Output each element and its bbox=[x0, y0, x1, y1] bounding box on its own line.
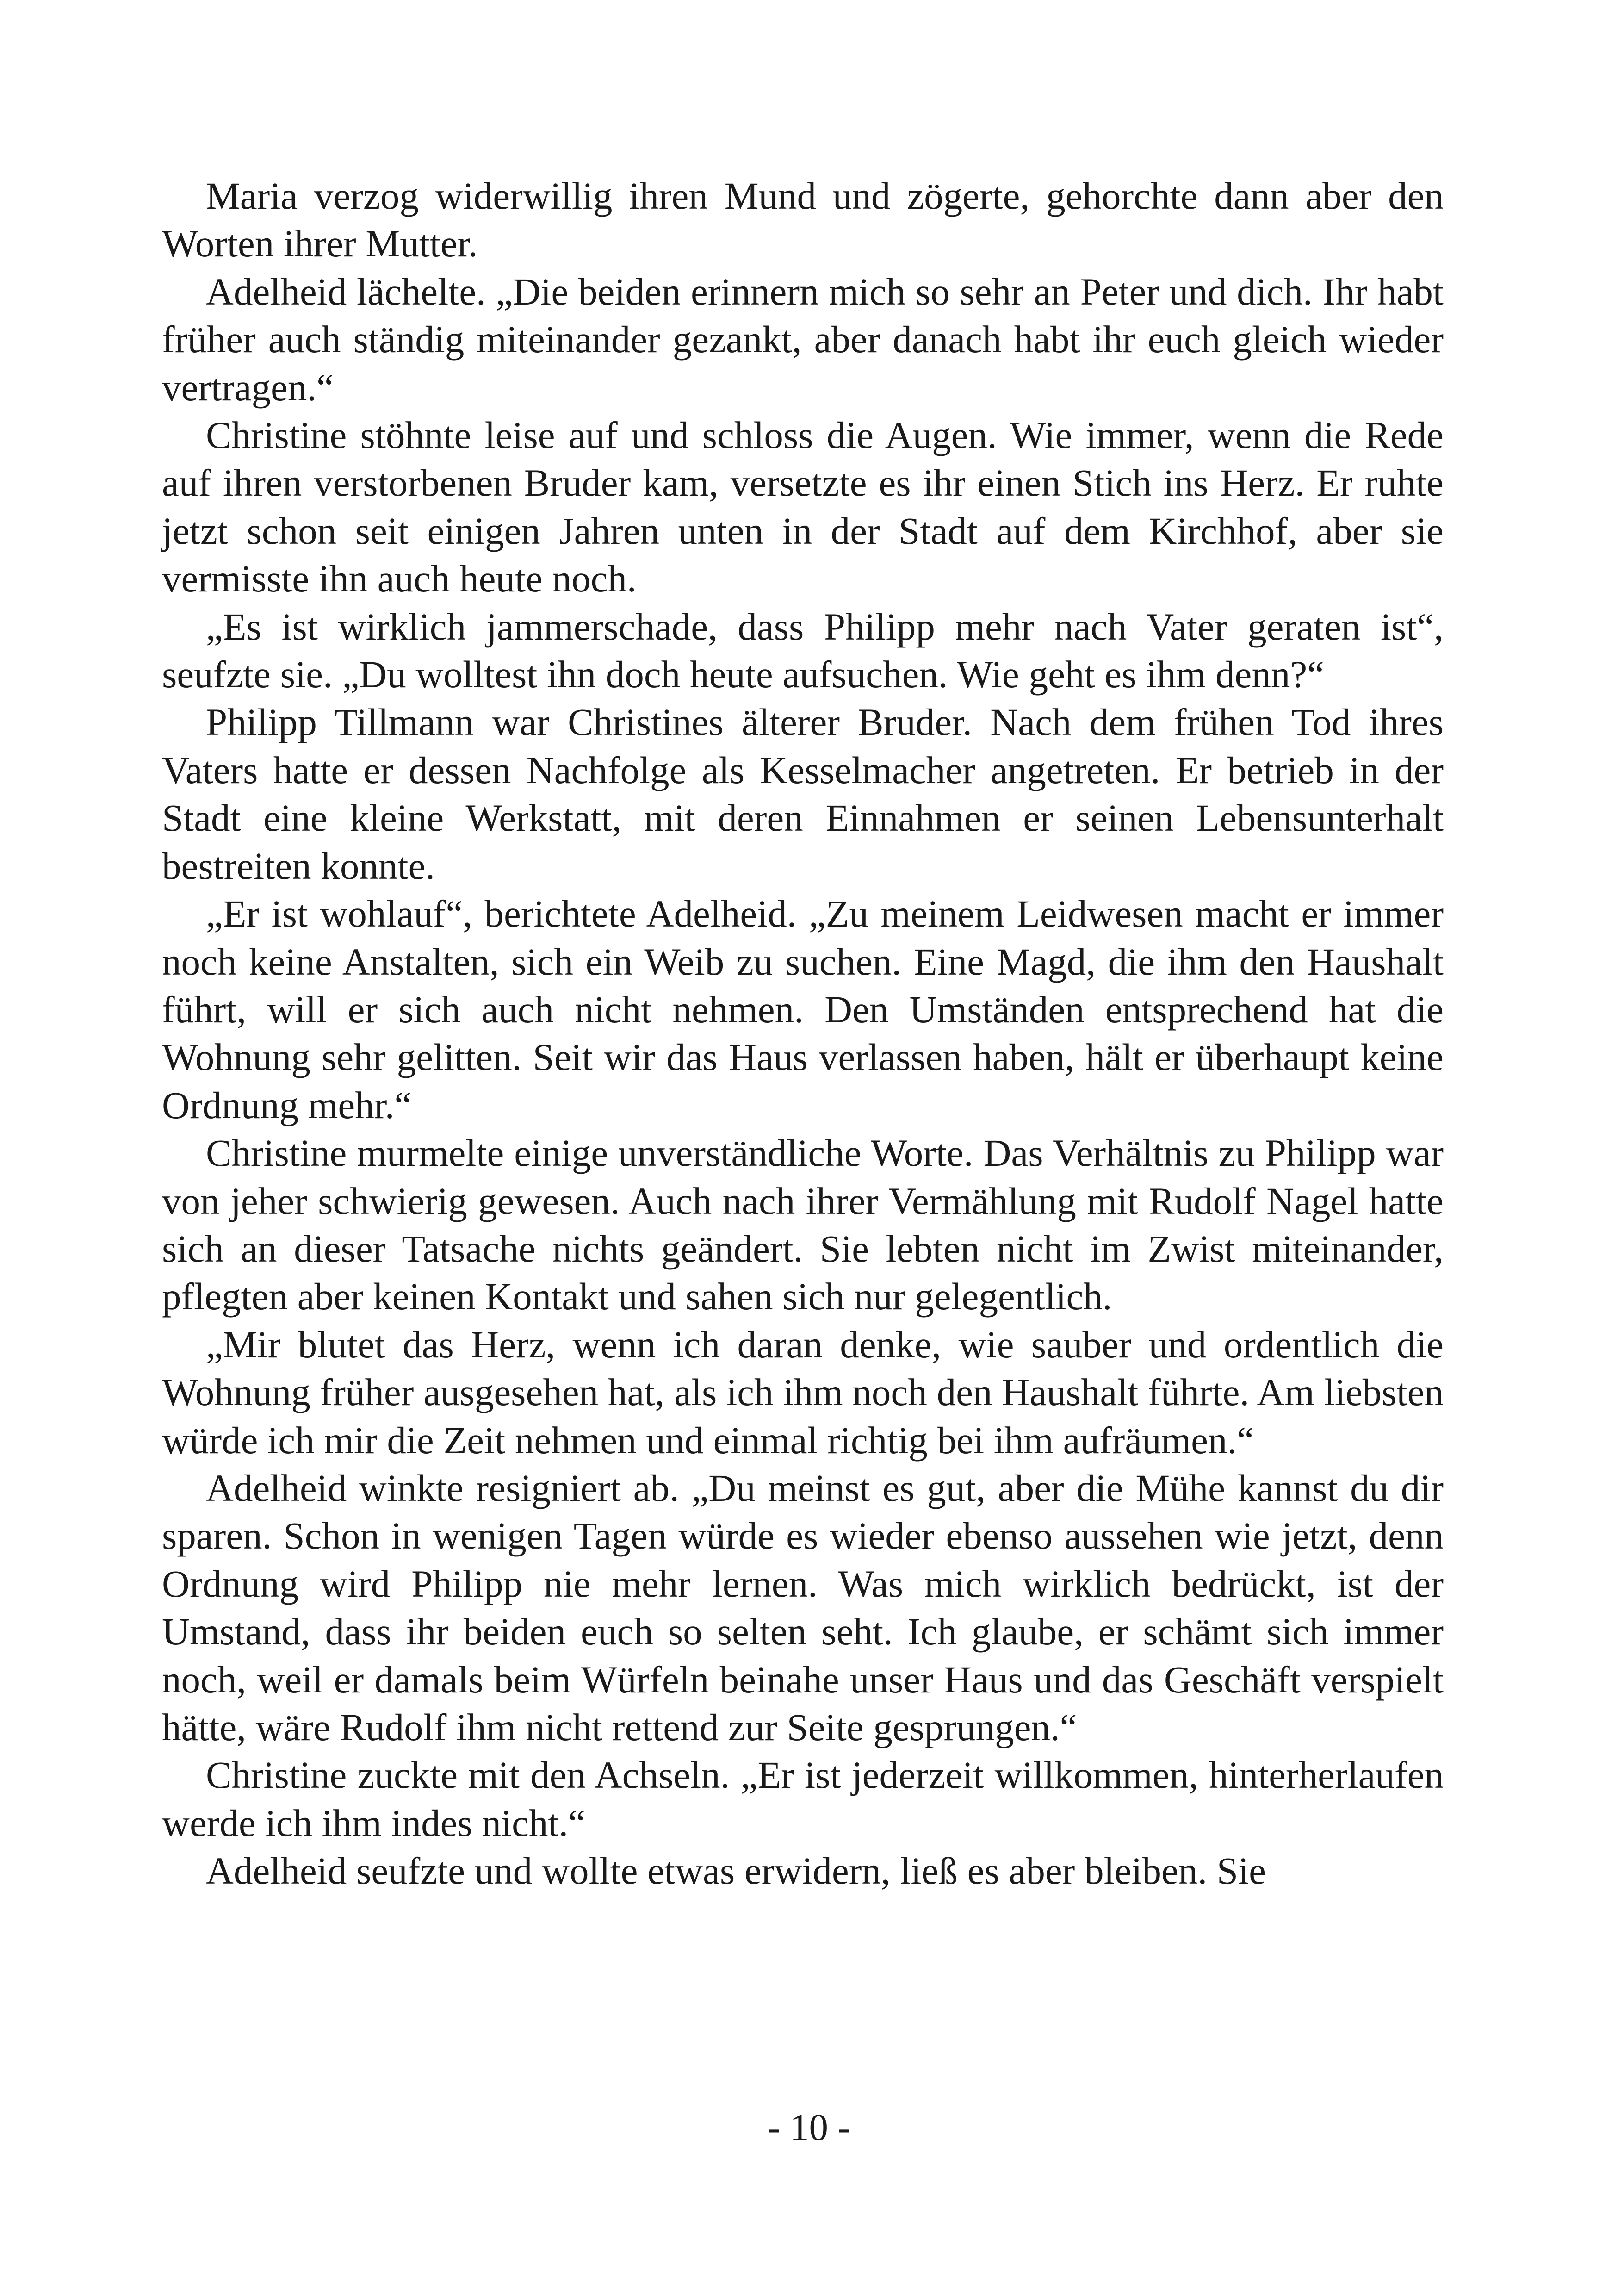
paragraph-11: Adelheid seufzte und wollte etwas erwidern, ließ es aber bleiben. Sie bbox=[206, 1849, 1266, 1892]
paragraph-4: „Es ist wirklich jammerschade, dass Philipp mehr nach Vater geraten ist“, seufzte sie. „Du wolltest ihn doch heute aufsuchen. Wie geht es ihm denn?“ bbox=[162, 605, 1444, 696]
body-text bbox=[162, 172, 1444, 1895]
page-number: - 10 - bbox=[767, 2106, 851, 2148]
paragraph-8: „Mir blutet das Herz, wenn ich daran denke, wie sauber und ordentlich die Wohnung früher ausgesehen hat, als ich ihm noch den Haushalt führte. Am liebsten würde ich mir die Zeit nehmen und einmal richtig bei ihm aufräumen.“ bbox=[162, 1323, 1444, 1462]
paragraph-2: Adelheid lächelte. „Die beiden erinnern mich so sehr an Peter und dich. Ihr habt früher auch ständig miteinander gezankt, aber danach habt ihr euch gleich wieder vertragen.“ bbox=[162, 270, 1444, 409]
paragraph-3: Christine stöhnte leise auf und schloss die Augen. Wie immer, wenn die Rede auf ihren verstorbenen Bruder kam, versetzte es ihr einen Stich ins Herz. Er ruhte jetzt schon seit einigen Jahren unten in der Stadt auf dem Kirchhof, aber sie vermisste ihn auch heute noch. bbox=[162, 414, 1444, 600]
paragraph-1: Maria verzog widerwillig ihren Mund und zögerte, gehorchte dann aber den Worten ihrer Mutter. bbox=[162, 174, 1444, 265]
paragraph-5: Philipp Tillmann war Christines älterer Bruder. Nach dem frühen Tod ihres Vaters hatte er dessen Nachfolge als Kesselmacher angetreten. Er betrieb in der Stadt eine kleine Werkstatt, mit deren Einnahmen er seinen Lebensunterhalt bestreiten konnte. bbox=[162, 701, 1444, 887]
paragraph-7: Christine murmelte einige unverständliche Worte. Das Verhältnis zu Philipp war von jeher schwierig gewesen. Auch nach ihrer Vermählung mit Rudolf Nagel hatte sich an dieser Tatsache nichts geändert. Sie lebten nicht im Zwist miteinander, pflegten aber keinen Kontakt und sahen sich nur gelegentlich. bbox=[162, 1132, 1444, 1318]
paragraph-6: „Er ist wohlauf“, berichtete Adelheid. „Zu meinem Leidwesen macht er immer noch keine Anstalten, sich ein Weib zu suchen. Eine Magd, die ihm den Haushalt führt, will er sich auch nicht nehmen. Den Umständen entsprechend hat die Wohnung sehr gelitten. Seit wir das Haus verlassen haben, hält er überhaupt keine Ordnung mehr.“ bbox=[162, 892, 1444, 1126]
paragraph-9: Adelheid winkte resigniert ab. „Du meinst es gut, aber die Mühe kannst du dir sparen. Schon in wenigen Tagen würde es wieder ebenso aussehen wie jetzt, denn Ordnung wird Philipp nie mehr lernen. Was mich wirklich bedrückt, ist der Umstand, dass ihr beiden euch so selten seht. Ich glaube, er schämt sich immer noch, weil er damals beim Würfeln beinahe unser Haus und das Geschäft verspielt hätte, wäre Rudolf ihm nicht rettend zur Seite gesprungen.“ bbox=[162, 1466, 1444, 1748]
paragraph-10: Christine zuckte mit den Achseln. „Er ist jederzeit willkommen, hinterherlaufen werde ich ihm indes nicht.“ bbox=[162, 1754, 1444, 1844]
